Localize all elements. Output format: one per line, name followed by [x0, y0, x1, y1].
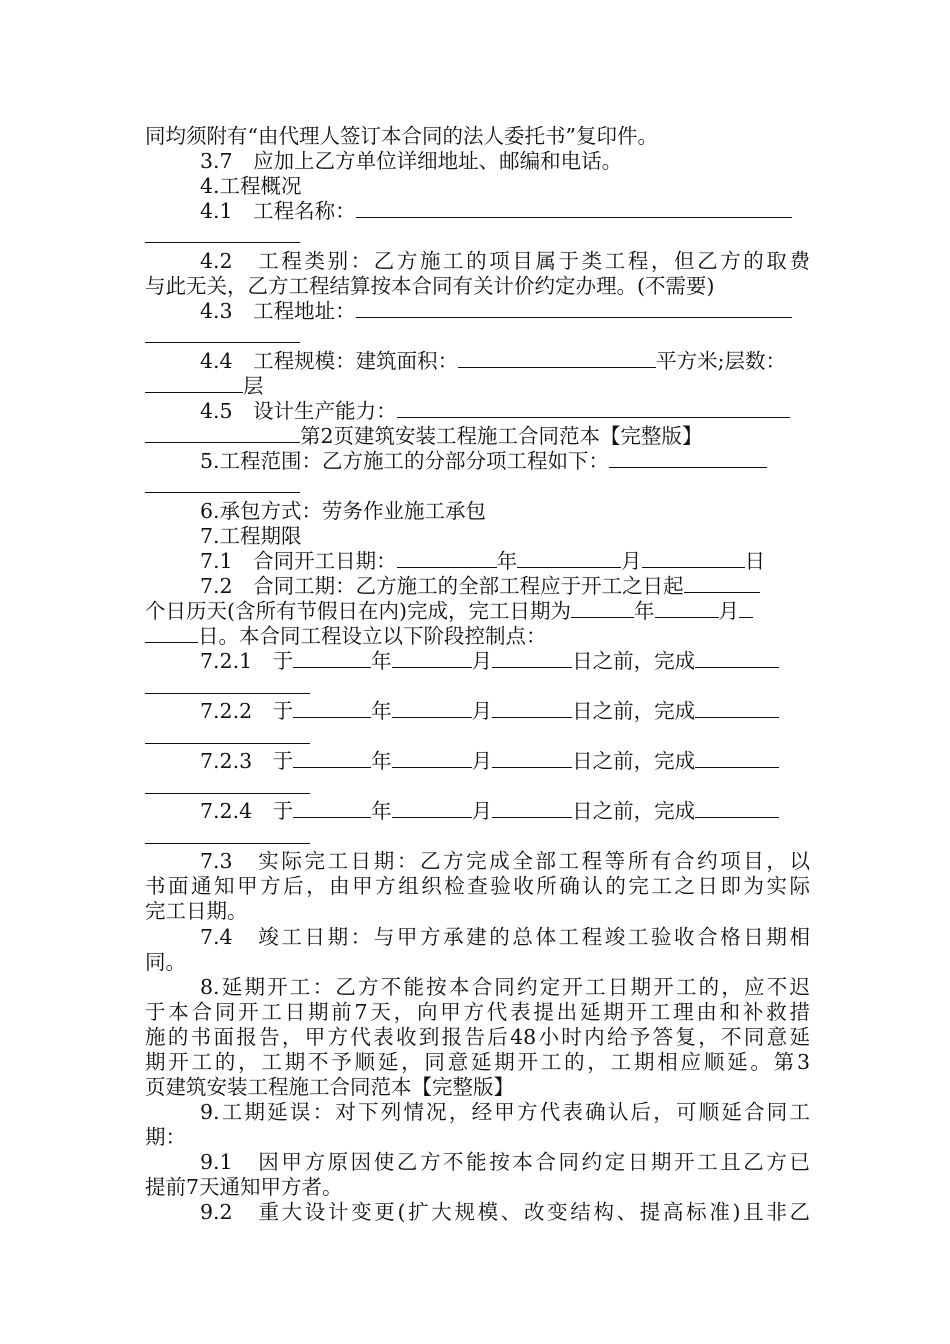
fill-blank [145, 374, 243, 393]
fill-blank [571, 599, 634, 618]
fill-blank [293, 749, 371, 768]
blank-continuation [145, 825, 810, 850]
label: 7.2.3 于 [200, 749, 294, 773]
label: 7.2.2 于 [200, 699, 294, 723]
fill-blank [145, 775, 310, 794]
label: 年 [371, 649, 392, 673]
page-footer-note: 第2页建筑安装工程施工合同范本【完整版】 [300, 424, 703, 448]
fill-blank [695, 649, 779, 668]
fill-blank [655, 599, 719, 618]
label: 日之前，完成 [572, 649, 696, 673]
label: 年 [634, 599, 655, 623]
label: 7.2.4 于 [200, 799, 294, 823]
fill-blank [392, 799, 472, 818]
label: 4.1 工程名称： [200, 199, 356, 223]
blank-continuation [145, 775, 810, 800]
fill-blank [739, 599, 753, 618]
fill-blank [145, 624, 198, 643]
label: 4.5 设计生产能力： [200, 399, 397, 423]
label: 年 [371, 699, 392, 723]
fill-blank [293, 799, 371, 818]
milestone-7-2-2 [200, 699, 810, 724]
fill-blank [145, 474, 300, 493]
fill-blank [356, 199, 792, 218]
clause-7-3: 7.3 实际完工日期：乙方完成全部工程等所有合约项目，以 [200, 849, 810, 873]
fill-blank [392, 699, 472, 718]
text-line: 期： [145, 1125, 186, 1149]
text-line: 同。 [145, 950, 186, 974]
label: 5.工程范围：乙方施工的分部分项工程如下： [200, 449, 610, 473]
label: 月 [471, 699, 493, 723]
label: 月 [718, 599, 739, 623]
fill-blank [492, 799, 572, 818]
text-line: 同均须附有“由代理人签订本合同的法人委托书”复印件。 [145, 124, 658, 148]
fill-blank [397, 549, 497, 568]
text-line: 施的书面报告，甲方代表收到报告后48小时内给予答复，不同意延 [145, 1025, 810, 1049]
clause-9-2: 9.2 重大设计变更(扩大规模、改变结构、提高标准)且非乙 [200, 1200, 810, 1224]
text-line: 完工日期。 [145, 899, 248, 923]
fill-blank [492, 649, 572, 668]
text-line: 期开工的，工期不予顺延，同意延期开工的，工期相应顺延。第3 [145, 1050, 810, 1074]
label: 年 [371, 799, 392, 823]
fill-blank [145, 675, 310, 694]
section-9: 9.工期延误：对下列情况，经甲方代表确认后，可顺延合同工 [200, 1100, 810, 1124]
fill-blank [695, 699, 779, 718]
fill-blank [458, 349, 656, 368]
fill-blank [145, 224, 300, 243]
text-line: 与此无关，乙方工程结算按本合同有关计价约定办理。(不需要) [145, 274, 715, 298]
text-line: 于本合同开工日期前7天，向甲方代表提出延期开工理由和补救措 [145, 1000, 810, 1024]
fill-blank [293, 649, 371, 668]
page-footer-note: 页建筑安装工程施工合同范本【完整版】 [145, 1075, 514, 1099]
clause-3-7: 3.7 应加上乙方单位详细地址、邮编和电话。 [200, 149, 623, 173]
label: 月 [471, 649, 493, 673]
fill-blank [145, 825, 310, 844]
fill-blank [397, 399, 790, 418]
clause-7-1 [200, 549, 810, 574]
label: 年 [496, 549, 518, 573]
text-line [145, 374, 810, 399]
milestone-7-2-4 [200, 799, 810, 824]
clause-9-1: 9.1 因甲方原因使乙方不能按本合同约定日期开工且乙方已 [200, 1150, 810, 1174]
section-4-heading: 4.工程概况 [200, 174, 302, 198]
text-line [145, 599, 810, 624]
fill-blank [293, 699, 371, 718]
label: 4.4 工程规模：建筑面积： [200, 349, 459, 373]
label: 日之前，完成 [572, 749, 696, 773]
fill-blank [517, 549, 621, 568]
milestone-7-2-3 [200, 749, 810, 774]
clause-7-2 [200, 574, 810, 599]
milestone-7-2-1 [200, 649, 810, 674]
label: 月 [471, 799, 493, 823]
fill-blank [684, 574, 760, 593]
label: 月 [621, 549, 642, 573]
clause-7-4: 7.4 竣工日期：与甲方承建的总体工程竣工验收合格日期相 [200, 925, 810, 949]
fill-blank [642, 549, 745, 568]
label: 7.1 合同开工日期： [200, 549, 397, 573]
label: 层 [243, 374, 264, 398]
text-line [145, 624, 810, 649]
blank-continuation [145, 224, 810, 249]
text-line [145, 424, 810, 449]
clause-4-2: 4.2 工程类别：乙方施工的项目属于类工程，但乙方的取费 [200, 249, 810, 273]
fill-blank [492, 749, 572, 768]
fill-blank [145, 424, 300, 443]
fill-blank [609, 449, 767, 468]
section-8: 8.延期开工：乙方不能按本合同约定开工日期开工的，应不迟 [200, 975, 810, 999]
label: 日之前，完成 [572, 699, 696, 723]
clause-4-5 [200, 399, 810, 424]
text-line: 书面通知甲方后，由甲方组织检查验收所确认的完工之日即为实际 [145, 874, 810, 898]
label: 7.2.1 于 [200, 649, 294, 673]
blank-continuation [145, 474, 810, 499]
clause-4-3 [200, 299, 810, 324]
label: 7.2 合同工期：乙方施工的全部工程应于开工之日起 [200, 574, 684, 598]
section-7-heading: 7.工程期限 [200, 524, 302, 548]
label: 日。本合同工程设立以下阶段控制点： [198, 624, 547, 648]
text-line: 提前7天通知甲方者。 [145, 1175, 343, 1199]
label: 4.3 工程地址： [200, 299, 356, 323]
clause-4-4 [200, 349, 810, 374]
blank-continuation [145, 675, 810, 700]
fill-blank [695, 749, 779, 768]
clause-4-1 [200, 199, 810, 224]
label: 个日历天(含所有节假日在内)完成，完工日期为 [145, 599, 571, 623]
label: 日 [744, 549, 766, 573]
section-6: 6.承包方式：劳务作业施工承包 [200, 499, 487, 523]
blank-continuation [145, 324, 810, 349]
fill-blank [356, 299, 792, 318]
fill-blank [145, 725, 310, 744]
section-5 [200, 449, 810, 474]
fill-blank [492, 699, 572, 718]
fill-blank [392, 749, 472, 768]
blank-continuation [145, 725, 810, 750]
label: 年 [371, 749, 392, 773]
label: 日之前，完成 [572, 799, 696, 823]
label: 平方米;层数： [656, 349, 787, 373]
label: 月 [471, 749, 493, 773]
fill-blank [145, 324, 300, 343]
fill-blank [392, 649, 472, 668]
fill-blank [695, 799, 779, 818]
